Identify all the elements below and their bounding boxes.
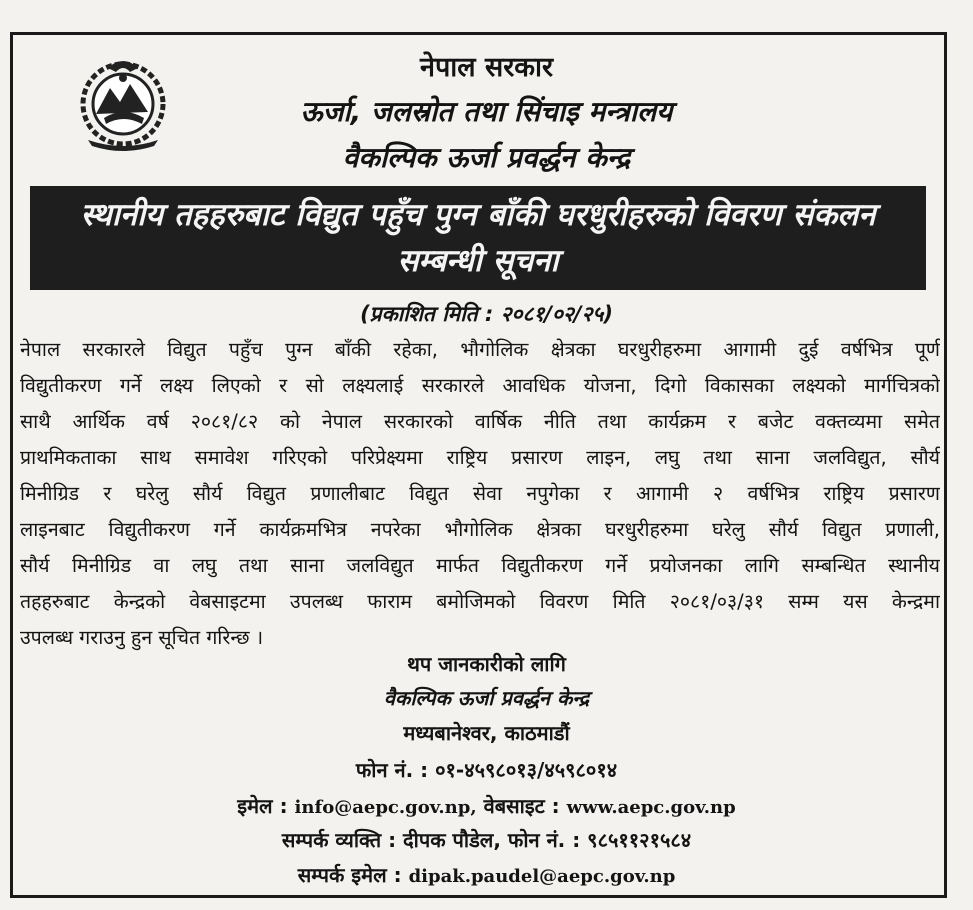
body-line: मिनीग्रिड र घरेलु सौर्य विद्युत प्रणालीबाट विद्युत सेवा नपुगेका र आगामी २ वर्षभित्र राष्ट्रिय प्रसारण: [20, 482, 940, 505]
body-line: सौर्य मिनीग्रिड वा लघु तथा साना जलविद्युत मार्फत विद्युतीकरण गर्ने प्रयोजनका लागि सम्बन्धित स्थानीय: [20, 554, 940, 577]
body-line: उपलब्ध गराउनु हुन सूचित गरिन्छ ।: [20, 626, 264, 649]
contact-org: वैकल्पिक ऊर्जा प्रवर्द्धन केन्द्र: [383, 686, 590, 710]
contact-email-value: dipak.paudel@aepc.gov.np: [408, 866, 676, 887]
contact-heading: थप जानकारीको लागि: [407, 652, 566, 676]
government-name: नेपाल सरकार: [419, 52, 554, 83]
body-line: साथै आर्थिक वर्ष २०८१/८२ को नेपाल सरकारको वार्षिक नीति तथा कार्यक्रम र बजेट वक्तव्यमा समेत: [20, 410, 940, 433]
email-label: इमेल :: [237, 794, 288, 818]
notice-title-line2: सम्बन्धी सूचना: [397, 243, 559, 279]
office-name: वैकल्पिक ऊर्जा प्रवर्द्धन केन्द्र: [342, 141, 631, 174]
body-line: लाइनबाट विद्युतीकरण गर्ने कार्यक्रमभित्र नपरेका भौगोलिक क्षेत्रका घरधुरीहरुमा घरेलु सौर्य विद्युत प्रणाली,: [20, 518, 940, 541]
ministry-name: ऊर्जा, जलस्रोत तथा सिंचाइ मन्त्रालय: [300, 95, 673, 128]
body-line: विद्युतीकरण गर्ने लक्ष्य लिएको र सो लक्ष्यलाई सरकारले आवधिक योजना, दिगो विकासका लक्ष्यको मार्गचित्रको: [20, 374, 940, 397]
website-label: वेबसाइट :: [483, 794, 560, 818]
body-line: प्राथमिकताका साथ समावेश गरिएको परिप्रेक्ष्यमा राष्ट्रिय प्रसारण लाइन, लघु तथा साना जलविद्युत, सौर्य: [20, 446, 940, 469]
contact-phone: फोन नं. : ०१-४५९८०१३/४५९८०१४: [355, 758, 618, 782]
notice-body: [20, 332, 940, 656]
email-value: info@aepc.gov.np,: [294, 797, 477, 818]
website-value: www.aepc.gov.np: [566, 797, 736, 818]
published-date: (प्रकाशित मिति : २०८१/०२/२५): [360, 302, 613, 326]
contact-person-email: [0, 861, 973, 888]
notice-title-line1: स्थानीय तहहरुबाट विद्युत पहुँच पुग्न बाँकी घरधुरीहरुको विवरण संकलन: [80, 197, 876, 233]
body-line: नेपाल सरकारले विद्युत पहुँच पुग्न बाँकी रहेका, भौगोलिक क्षेत्रका घरधुरीहरुमा आगामी दुई वर्षभित्र पूर्ण: [20, 338, 940, 361]
contact-person: सम्पर्क व्यक्ति : दीपक पौडेल, फोन नं. : ९८५११२१५८४: [281, 828, 692, 852]
contact-address: मध्यबानेश्वर, काठमाडौं: [403, 721, 570, 745]
contact-email-label: सम्पर्क इमेल :: [297, 863, 402, 887]
body-line: तहहरुबाट केन्द्रको वेबसाइटमा उपलब्ध फाराम बमोजिमको विवरण मिति २०८१/०३/३१ सम्म यस केन्द्रमा: [20, 590, 940, 613]
notice-title-banner: [30, 186, 926, 290]
contact-email-website: [0, 792, 973, 819]
